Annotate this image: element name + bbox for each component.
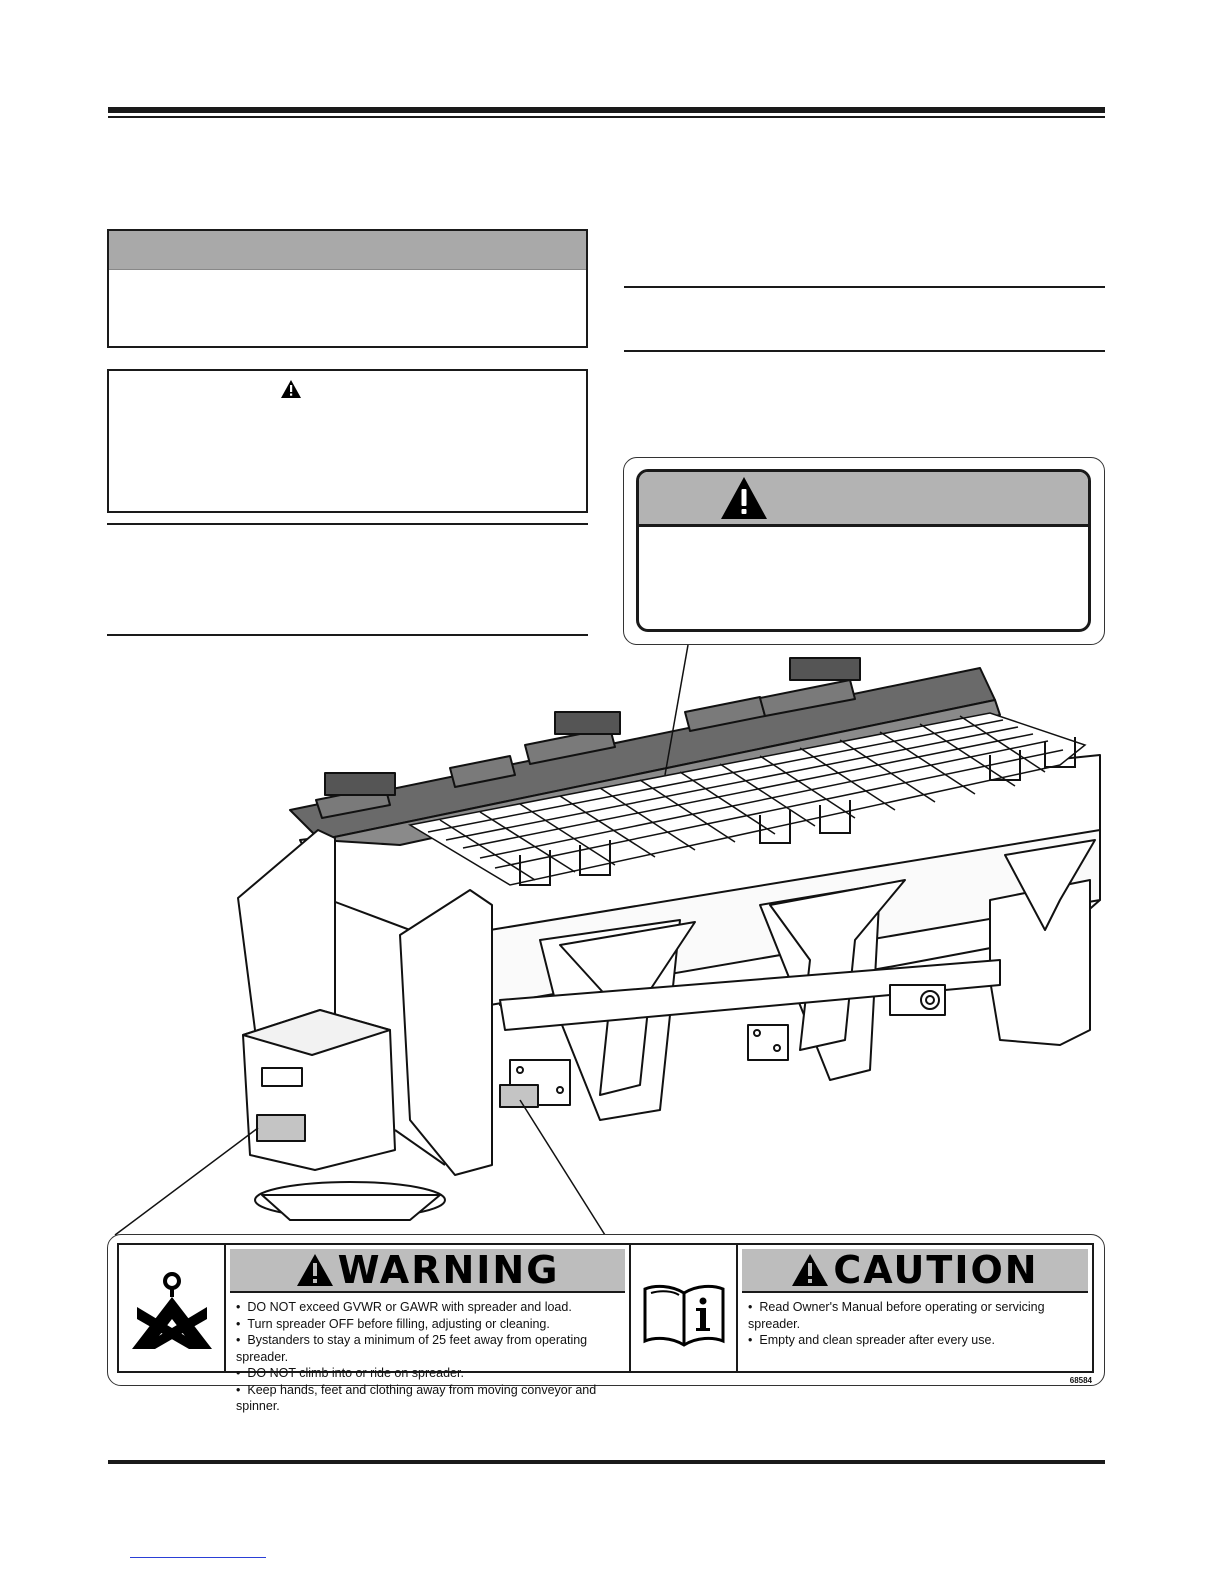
caution-signal-word [742,1249,1088,1293]
bottom-rule [108,1460,1105,1464]
spinner-decal-left [257,1115,305,1141]
warning-triangle-icon [791,1253,829,1287]
hazard-pictogram-cell [119,1245,226,1371]
safety-label [107,1234,1105,1413]
manual-info-icon [641,1283,727,1347]
bracket-mid [748,1025,788,1060]
warning-bullet-list [226,1299,629,1415]
side-shield-front [400,890,492,1175]
caution-bullet-list [738,1299,1092,1349]
warning-signal-text: WARNING [337,1248,560,1292]
caution-bullet: • Read Owner's Manual before operating or servicing spreader. [748,1299,1086,1332]
warning-triangle-icon [296,1253,334,1287]
spinner-decal-right [500,1085,538,1107]
footer-link-underline[interactable] [130,1556,266,1558]
warning-bullet: • DO NOT exceed GVWR or GAWR with spreader and load. [236,1299,623,1316]
warning-signal-word [230,1249,625,1293]
warning-cell [226,1245,631,1413]
leader-line-right [520,1100,605,1235]
caution-bullet: • Empty and clean spreader after every use. [748,1332,1086,1349]
warning-bullet: • Turn spreader OFF before filling, adjusting or cleaning. [236,1316,623,1333]
warning-bullet: • Bystanders to stay a minimum of 25 feet away from operating spreader. [236,1332,623,1365]
entanglement-hazard-icon [127,1267,217,1357]
label-part-number: 68584 [1069,1376,1092,1385]
manual-pictogram-cell [631,1245,738,1371]
warning-bullet: • DO NOT climb into or ride on spreader. [236,1365,623,1382]
leader-line-left [115,1128,258,1235]
caution-cell [738,1245,1092,1371]
caution-signal-text: CAUTION [833,1248,1039,1292]
warning-bullet: • Keep hands, feet and clothing away from moving conveyor and spinner. [236,1382,623,1415]
